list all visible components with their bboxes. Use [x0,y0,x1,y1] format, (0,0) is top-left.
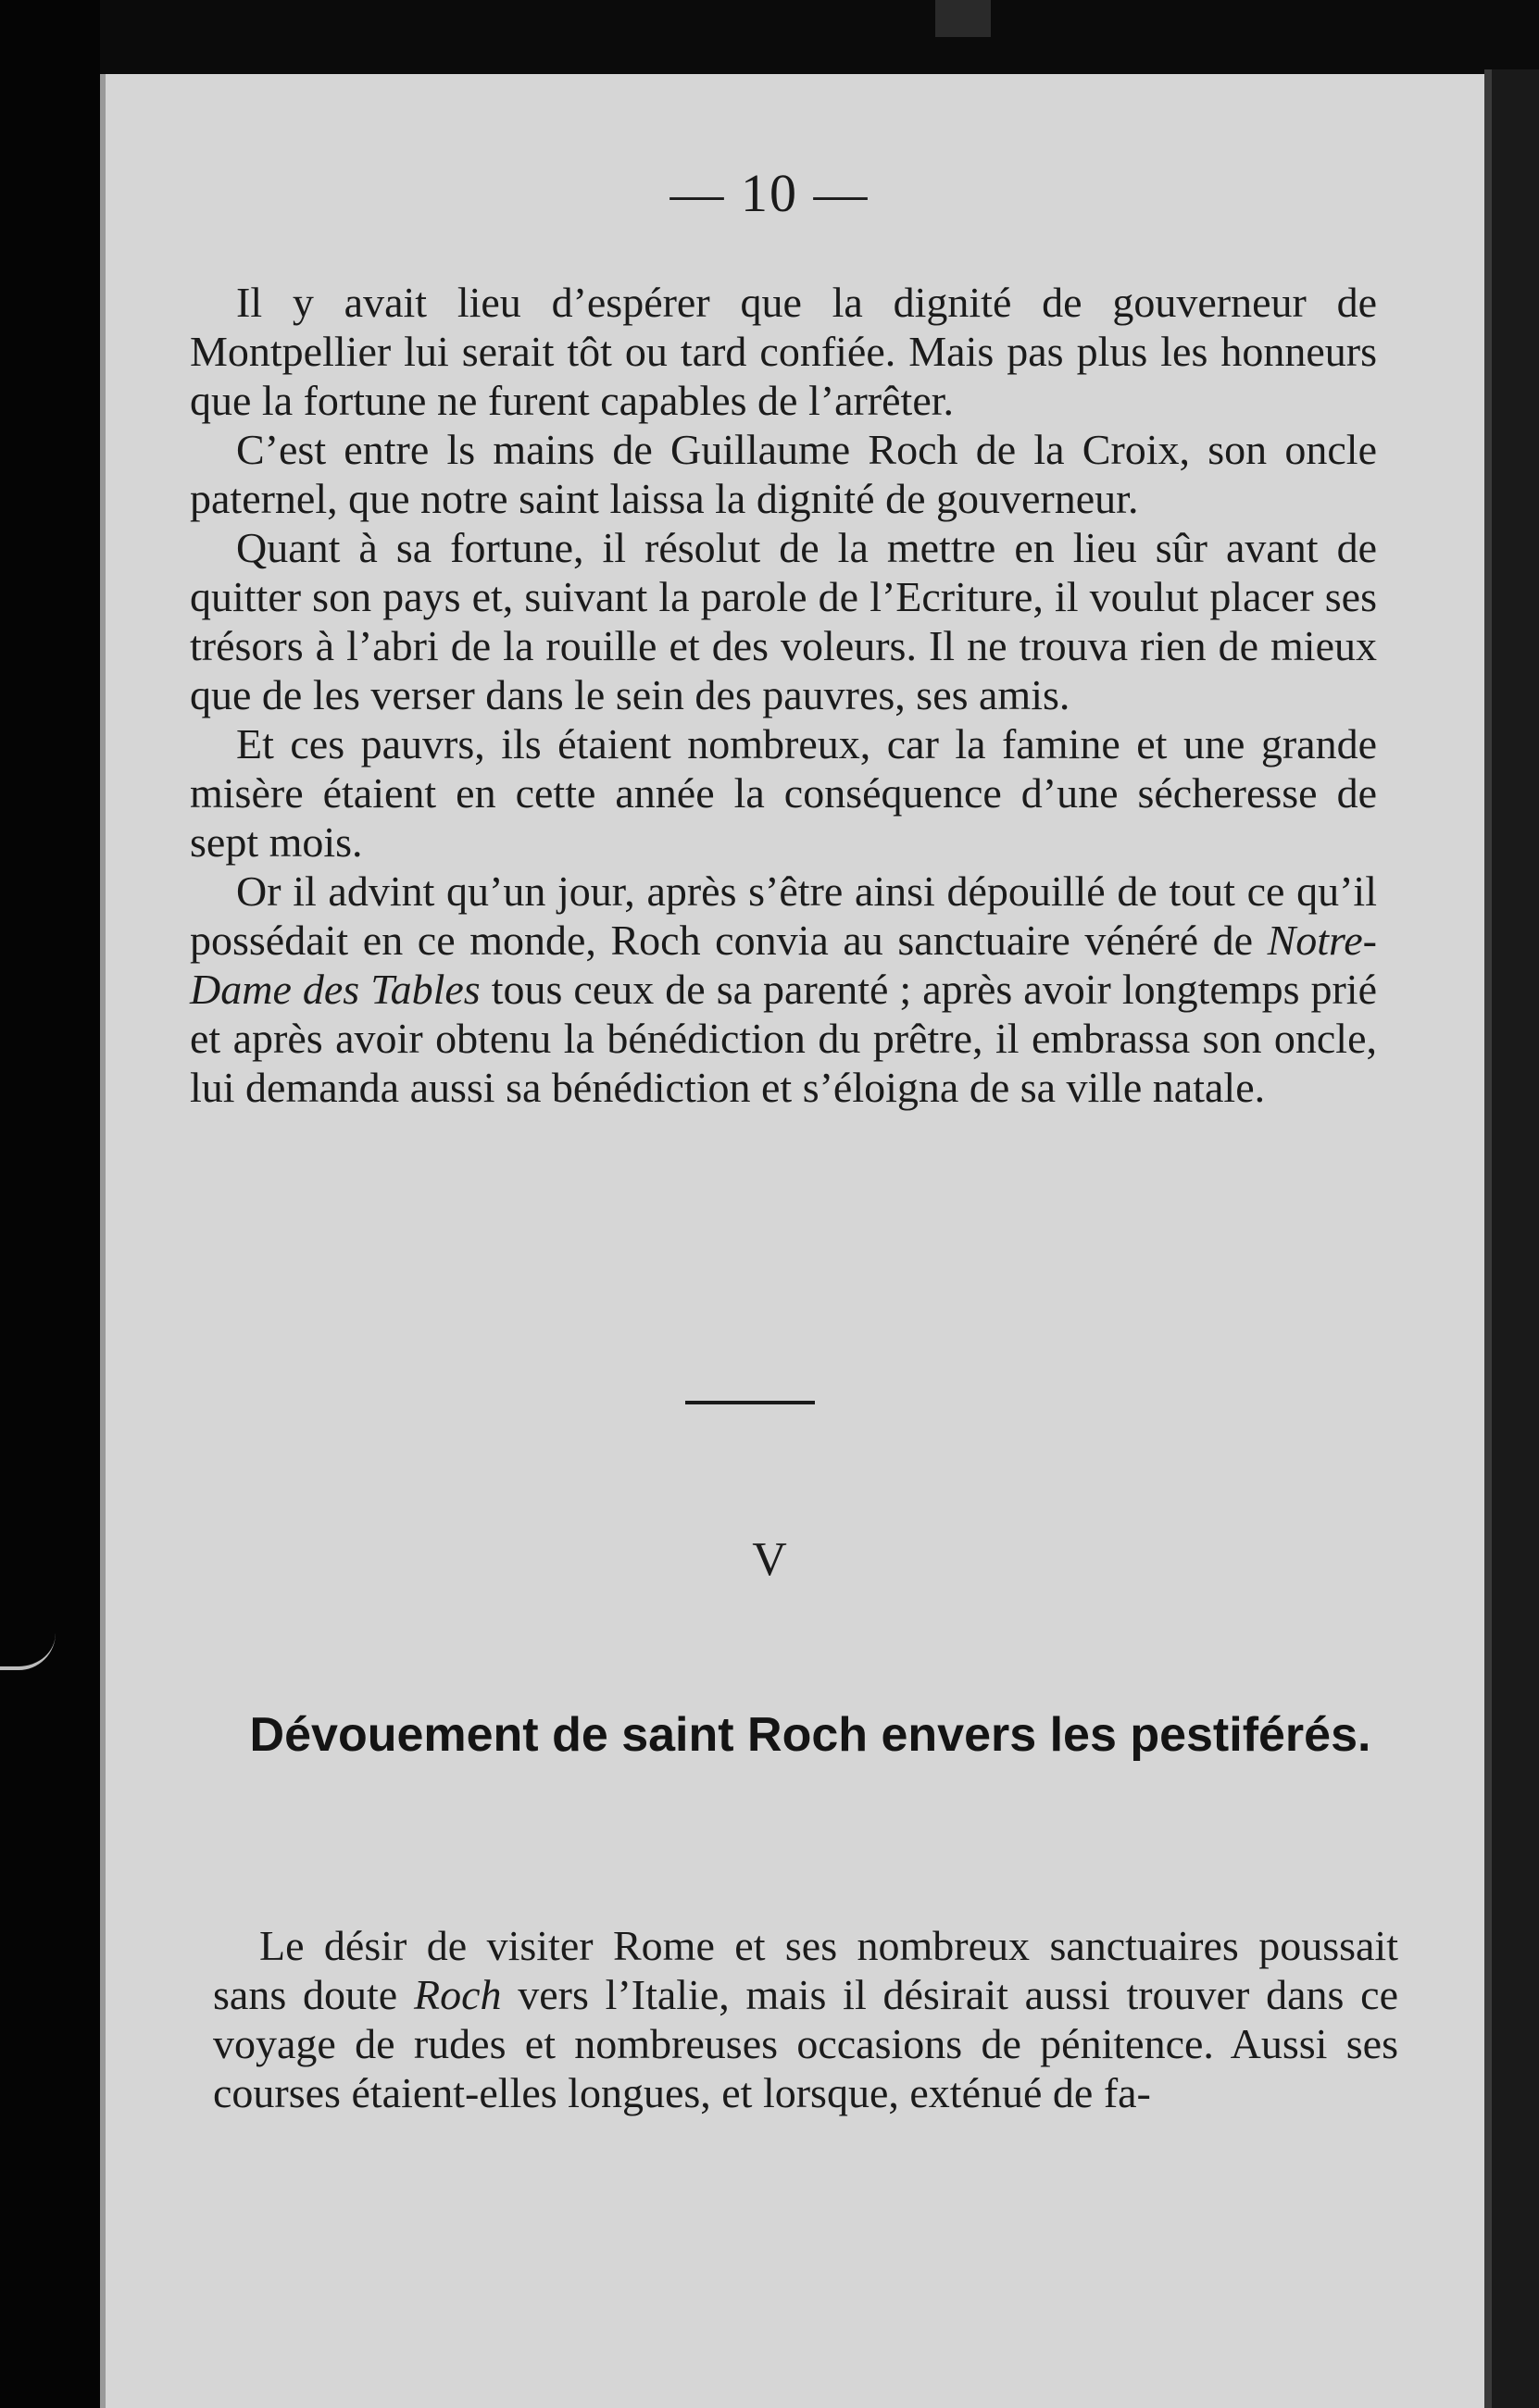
section-title: Dévouement de saint Roch envers les pestiférés. [249,1708,1371,1762]
paragraph-5-text-after: tous ceux de sa parenté ; après avoir longtemps prié et après avoir obtenu la bénédiction du prêtre, il embrassa son oncle, lui demanda aussi sa bénédiction et s’éloigna de sa ville natale. [190,966,1378,1111]
scan-top-artifact [935,0,991,37]
paragraph-1: Il y avait lieu d’espérer que la dignité de gouverneur de Montpellier lui serait tôt ou tard confiée. Mais pas plus les honneurs que la fortune ne furent capables de l’arrêter. [190,279,1377,424]
section-divider [685,1401,815,1404]
paragraph-2: C’est entre ls mains de Guillaume Roch de la Croix, son oncle paternel, que notre saint laissa la dignité de gouverneur. [190,426,1377,522]
scan-left-border [0,0,100,2408]
body-text [190,278,1377,1112]
sanctuary-name: Notre-Dame des Tables [190,917,1377,1013]
section-numeral: V [752,1533,787,1586]
scan-right-border [1484,69,1539,2408]
section-body-text [213,1921,1398,2117]
section-paragraph-text-after: vers l’Italie, mais il désirait aussi trouver dans ce voyage de rudes et nombreuses occasions de pénitence. Aussi ses courses étaient-elles longues, et lorsque, exténué de fa- [213,1971,1398,2116]
paragraph-3: Quant à sa fortune, il résolut de la mettre en lieu sûr avant de quitter son pays et, suivant la parole de l’Ecriture, il voulut placer ses trésors à l’abri de la rouille et des voleurs. Il ne trouva rien de mieux que de les verser dans le sein des pauvres, ses amis. [190,524,1377,718]
page-number: — 10 — [669,163,870,223]
paragraph-5 [190,867,1377,1112]
saint-name: Roch [413,1971,502,2018]
paragraph-5-text-before: Or il advint qu’un jour, après s’être ainsi dépouillé de tout ce qu’il possédait en ce monde, Roch convia au sanctuaire vénéré de [190,867,1377,964]
section-paragraph-text-before: Le désir de visiter Rome et ses nombreux sanctuaires poussait sans doute [213,1922,1398,2018]
paragraph-4: Et ces pauvrs, ils étaient nombreux, car la famine et une grande misère étaient en cette année la conséquence d’une sécheresse de sept mois. [190,720,1377,866]
section-paragraph-1 [213,1921,1398,2117]
